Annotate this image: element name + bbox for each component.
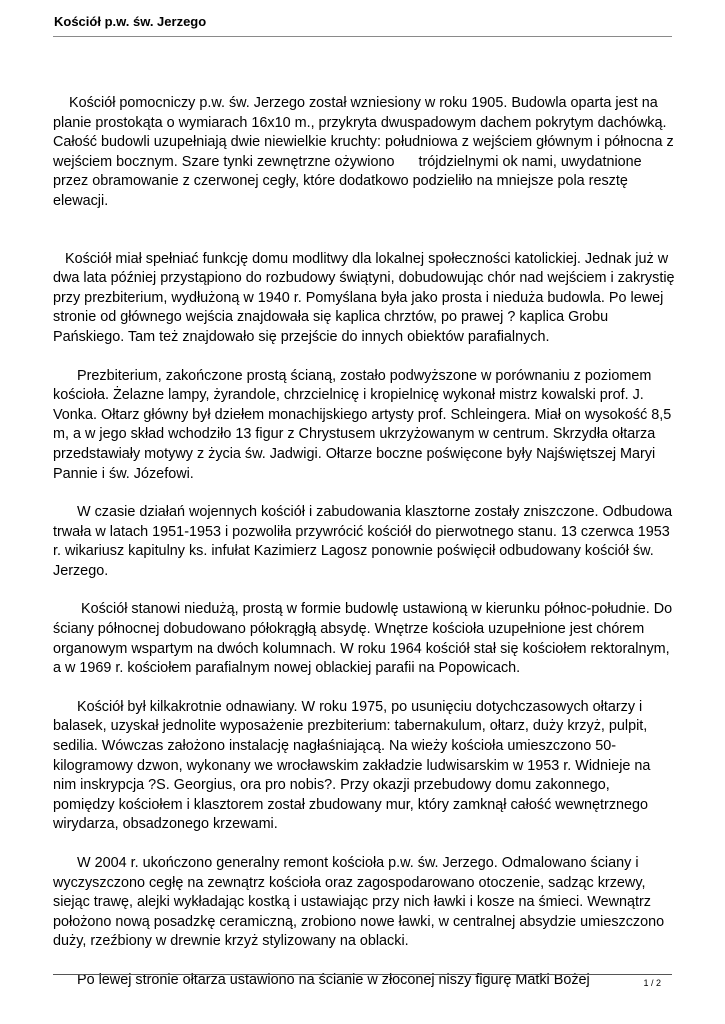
page-number: 1 / 2: [643, 978, 661, 988]
paragraph-madonna-figure: Po lewej stronie ołtarza ustawiono na ścianie w złoconej niszy figurę Matki Bożej: [53, 971, 590, 988]
document-body: [53, 94, 679, 991]
paragraph-building-form: Kościół stanowi niedużą, prostą w formie budowlę ustawioną w kierunku północ-południe. Do ściany północnej dobudowano półokrągłą absydę. Wnętrze kościoła uzupełnione jest chórem organowym wspartym na dwóch kolumnach. W roku 1964 kościół stał się kościołem rektoralnym, a w 1969 r. kościołem parafialnym nowej oblackiej parafii na Popowicach.: [53, 601, 677, 677]
paragraph-2004-renovation: W 2004 r. ukończono generalny remont kościoła p.w. św. Jerzego. Odmalowano ściany i wyczyszczono cegłę na zewnątrz kościoła oraz zagospodarowano otoczenie, sadząc krzewy, siejąc trawę, alejki wykładając kostką i ustawiając przy nich ławki i kosze na śmieci. Wewnątrz położono nową posadzkę ceramiczną, zrobiono nowe ławki, w centralnej absydzie umieszczono duży, rzeźbiony w drewnie krzyż stylizowany na oblacki.: [53, 855, 669, 950]
paragraph-renovations: Kościół był kilkakrotnie odnawiany. W roku 1975, po usunięciu dotychczasowych ołtarzy i balasek, uzyskał jednolite wyposażenie prezbiterium: tabernakulum, ołtarz, duży krzyż, pulpit, sedilia. Wówczas założono instalację nagłaśniającą. Na wieży kościoła umieszczono 50-kilogramowy dzwon, wykonany we wrocławskim zakładzie ludwisarskim w 1953 r. Widnieje na nim inskrypcja ?S. Georgius, ora pro nobis?. Przy okazji przebudowy domu zakonnego, pomiędzy kościołem i klasztorem został zbudowany mur, który zamknął całość wewnętrznego wirydarza, obsadzonego krzewami.: [53, 698, 655, 833]
header-divider: [53, 36, 672, 37]
paragraph-presbytery: Prezbiterium, zakończone prostą ścianą, zostało podwyższone w porównaniu z poziomem kościoła. Żelazne lampy, żyrandole, chrzcielnicę i kropielnicę wykonał mistrz kowalski prof. J. Vonka. Ołtarz główny był dziełem monachijskiego artysty prof. Schleingera. Miał on wysokość 8,5 m, a w jego skład wchodziło 13 figur z Chrystusem ukrzyżowanym w centrum. Skrzydła ołtarza przedstawiały motywy z życia św. Jadwigi. Ołtarze boczne poświęcone były Najświętszej Maryi Pannie i św. Józefowi.: [53, 367, 676, 482]
footer-divider: [53, 974, 672, 975]
page-title: Kościół p.w. św. Jerzego: [54, 14, 207, 29]
paragraph-construction: Kościół pomocniczy p.w. św. Jerzego został wzniesiony w roku 1905. Budowla oparta jest na planie prostokąta o wymiarach 16x10 m., przykryta dwuspadowym dachem pokrytym dachówką. Całość budowli uzupełniają dwie niewielkie kruchty: południowa z wejściem głównym i północna z wejściem bocznym. Szare tynki zewnętrzne ożywiono trójdzielnymi ok nami, uwydatnione przez obramowanie z czerwonej cegły, które dodatkowo podzieliło na mniejsze pola resztę elewacji.: [53, 95, 678, 209]
paragraph-war-reconstruction: W czasie działań wojennych kościół i zabudowania klasztorne zostały zniszczone. Odbudowa trwała w latach 1951-1953 i pozwoliła przywrócić kościół do pierwotnego stanu. 13 czerwca 1953 r. wikariusz kapitulny ks. infułat Kazimierz Lagosz ponownie poświęcił odbudowany kościół św. Jerzego.: [53, 504, 677, 579]
paragraph-function: Kościół miał spełniać funkcję domu modlitwy dla lokalnej społeczności katolickiej. Jednak już w dwa lata później przystąpiono do rozbudowy świątyni, dobudowując chór nad wejściem i zakrystię przy prezbiterium, wydłużoną w 1940 r. Pomyślana była jako prosta i nieduża budowla. Po lewej stronie od głównego wejścia znajdowała się kaplica chrztów, po prawej ? kaplica Grobu Pańskiego. Tam też znajdowało się przejście do innych obiektów parafialnych.: [53, 250, 679, 345]
